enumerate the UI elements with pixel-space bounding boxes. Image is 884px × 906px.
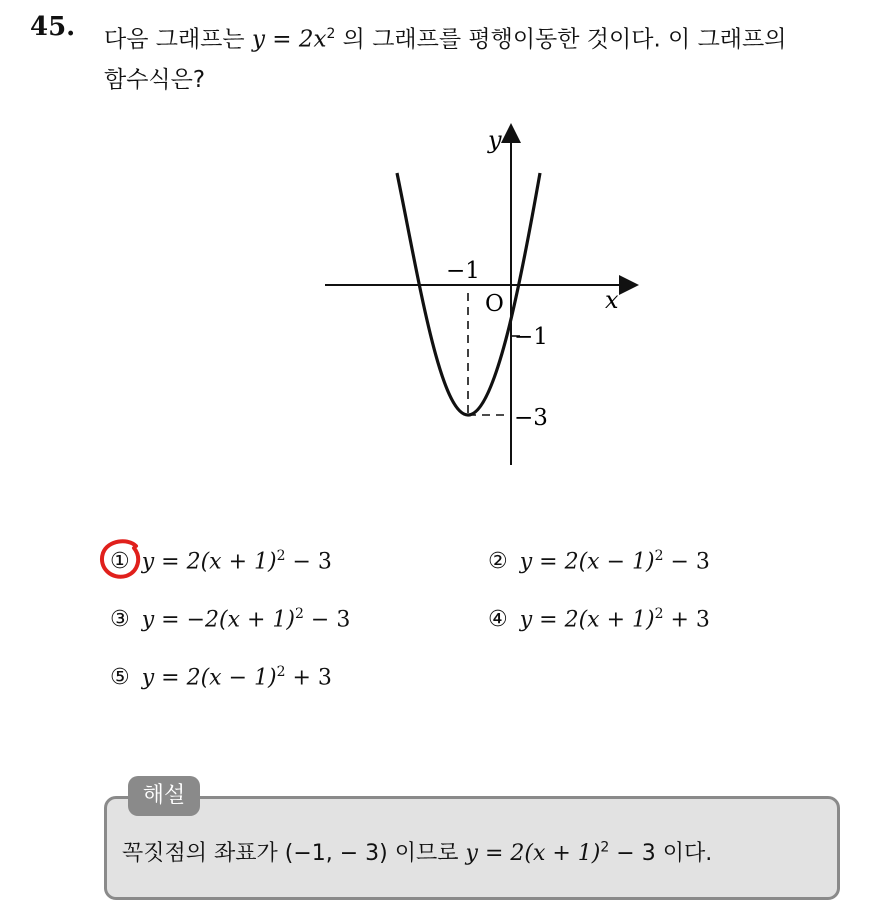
vertex-y-label: −3 [514, 405, 548, 431]
option-4-exponent: 2 [654, 606, 664, 622]
option-3-tail: − 3 [303, 607, 351, 633]
solution-formula-tail: − 3 [609, 841, 656, 866]
option-4[interactable] [488, 606, 710, 632]
question-formula: y = 2x [251, 26, 327, 53]
option-5[interactable] [110, 664, 332, 690]
solution-badge: 해설 [128, 776, 200, 816]
option-1-exponent: 2 [276, 548, 286, 564]
option-4-tail: + 3 [663, 607, 710, 633]
option-5-exponent: 2 [276, 664, 286, 680]
option-2[interactable] [488, 548, 710, 574]
option-1-tail: − 3 [285, 549, 332, 575]
solution-formula: y = 2(x + 1) [465, 841, 601, 866]
option-2-exponent: 2 [654, 548, 664, 564]
option-2-number: ② [488, 549, 508, 575]
question-text-part1: 다음 그래프는 [104, 26, 252, 53]
question-formula-exponent: 2 [326, 26, 336, 42]
question-text [104, 14, 864, 100]
option-4-equation: y = 2(x + 1) [519, 607, 655, 633]
option-1-equation: y = 2(x + 1) [141, 549, 277, 575]
parabola-graph [300, 115, 660, 475]
origin-label: O [485, 291, 504, 317]
x-tick-label: −1 [446, 258, 480, 284]
question-number: 45. [30, 12, 76, 42]
question-text-line2: 함수식은? [104, 66, 206, 93]
solution-formula-exponent: 2 [600, 839, 610, 856]
option-2-equation: y = 2(x − 1) [519, 549, 655, 575]
option-5-number: ⑤ [110, 665, 130, 691]
x-axis-label: x [605, 286, 619, 314]
option-5-equation: y = 2(x − 1) [141, 665, 277, 691]
y-axis-label: y [488, 126, 502, 154]
y-intercept-label: −1 [514, 324, 548, 350]
option-3-number: ③ [110, 607, 130, 633]
option-1[interactable] [110, 548, 332, 574]
option-3-equation: y = −2(x + 1) [141, 607, 296, 633]
option-1-number: ① [110, 549, 130, 575]
option-3[interactable] [110, 606, 350, 632]
solution-text-part2: 이다. [655, 841, 713, 866]
option-5-tail: + 3 [285, 665, 332, 691]
solution-text-part1: 꼭짓점의 좌표가 (−1, − 3) 이므로 [122, 841, 466, 866]
option-4-number: ④ [488, 607, 508, 633]
option-3-exponent: 2 [295, 606, 304, 622]
solution-text [122, 836, 712, 867]
question-text-part2: 의 그래프를 평행이동한 것이다. 이 그래프의 [335, 26, 787, 53]
option-2-tail: − 3 [663, 549, 710, 575]
